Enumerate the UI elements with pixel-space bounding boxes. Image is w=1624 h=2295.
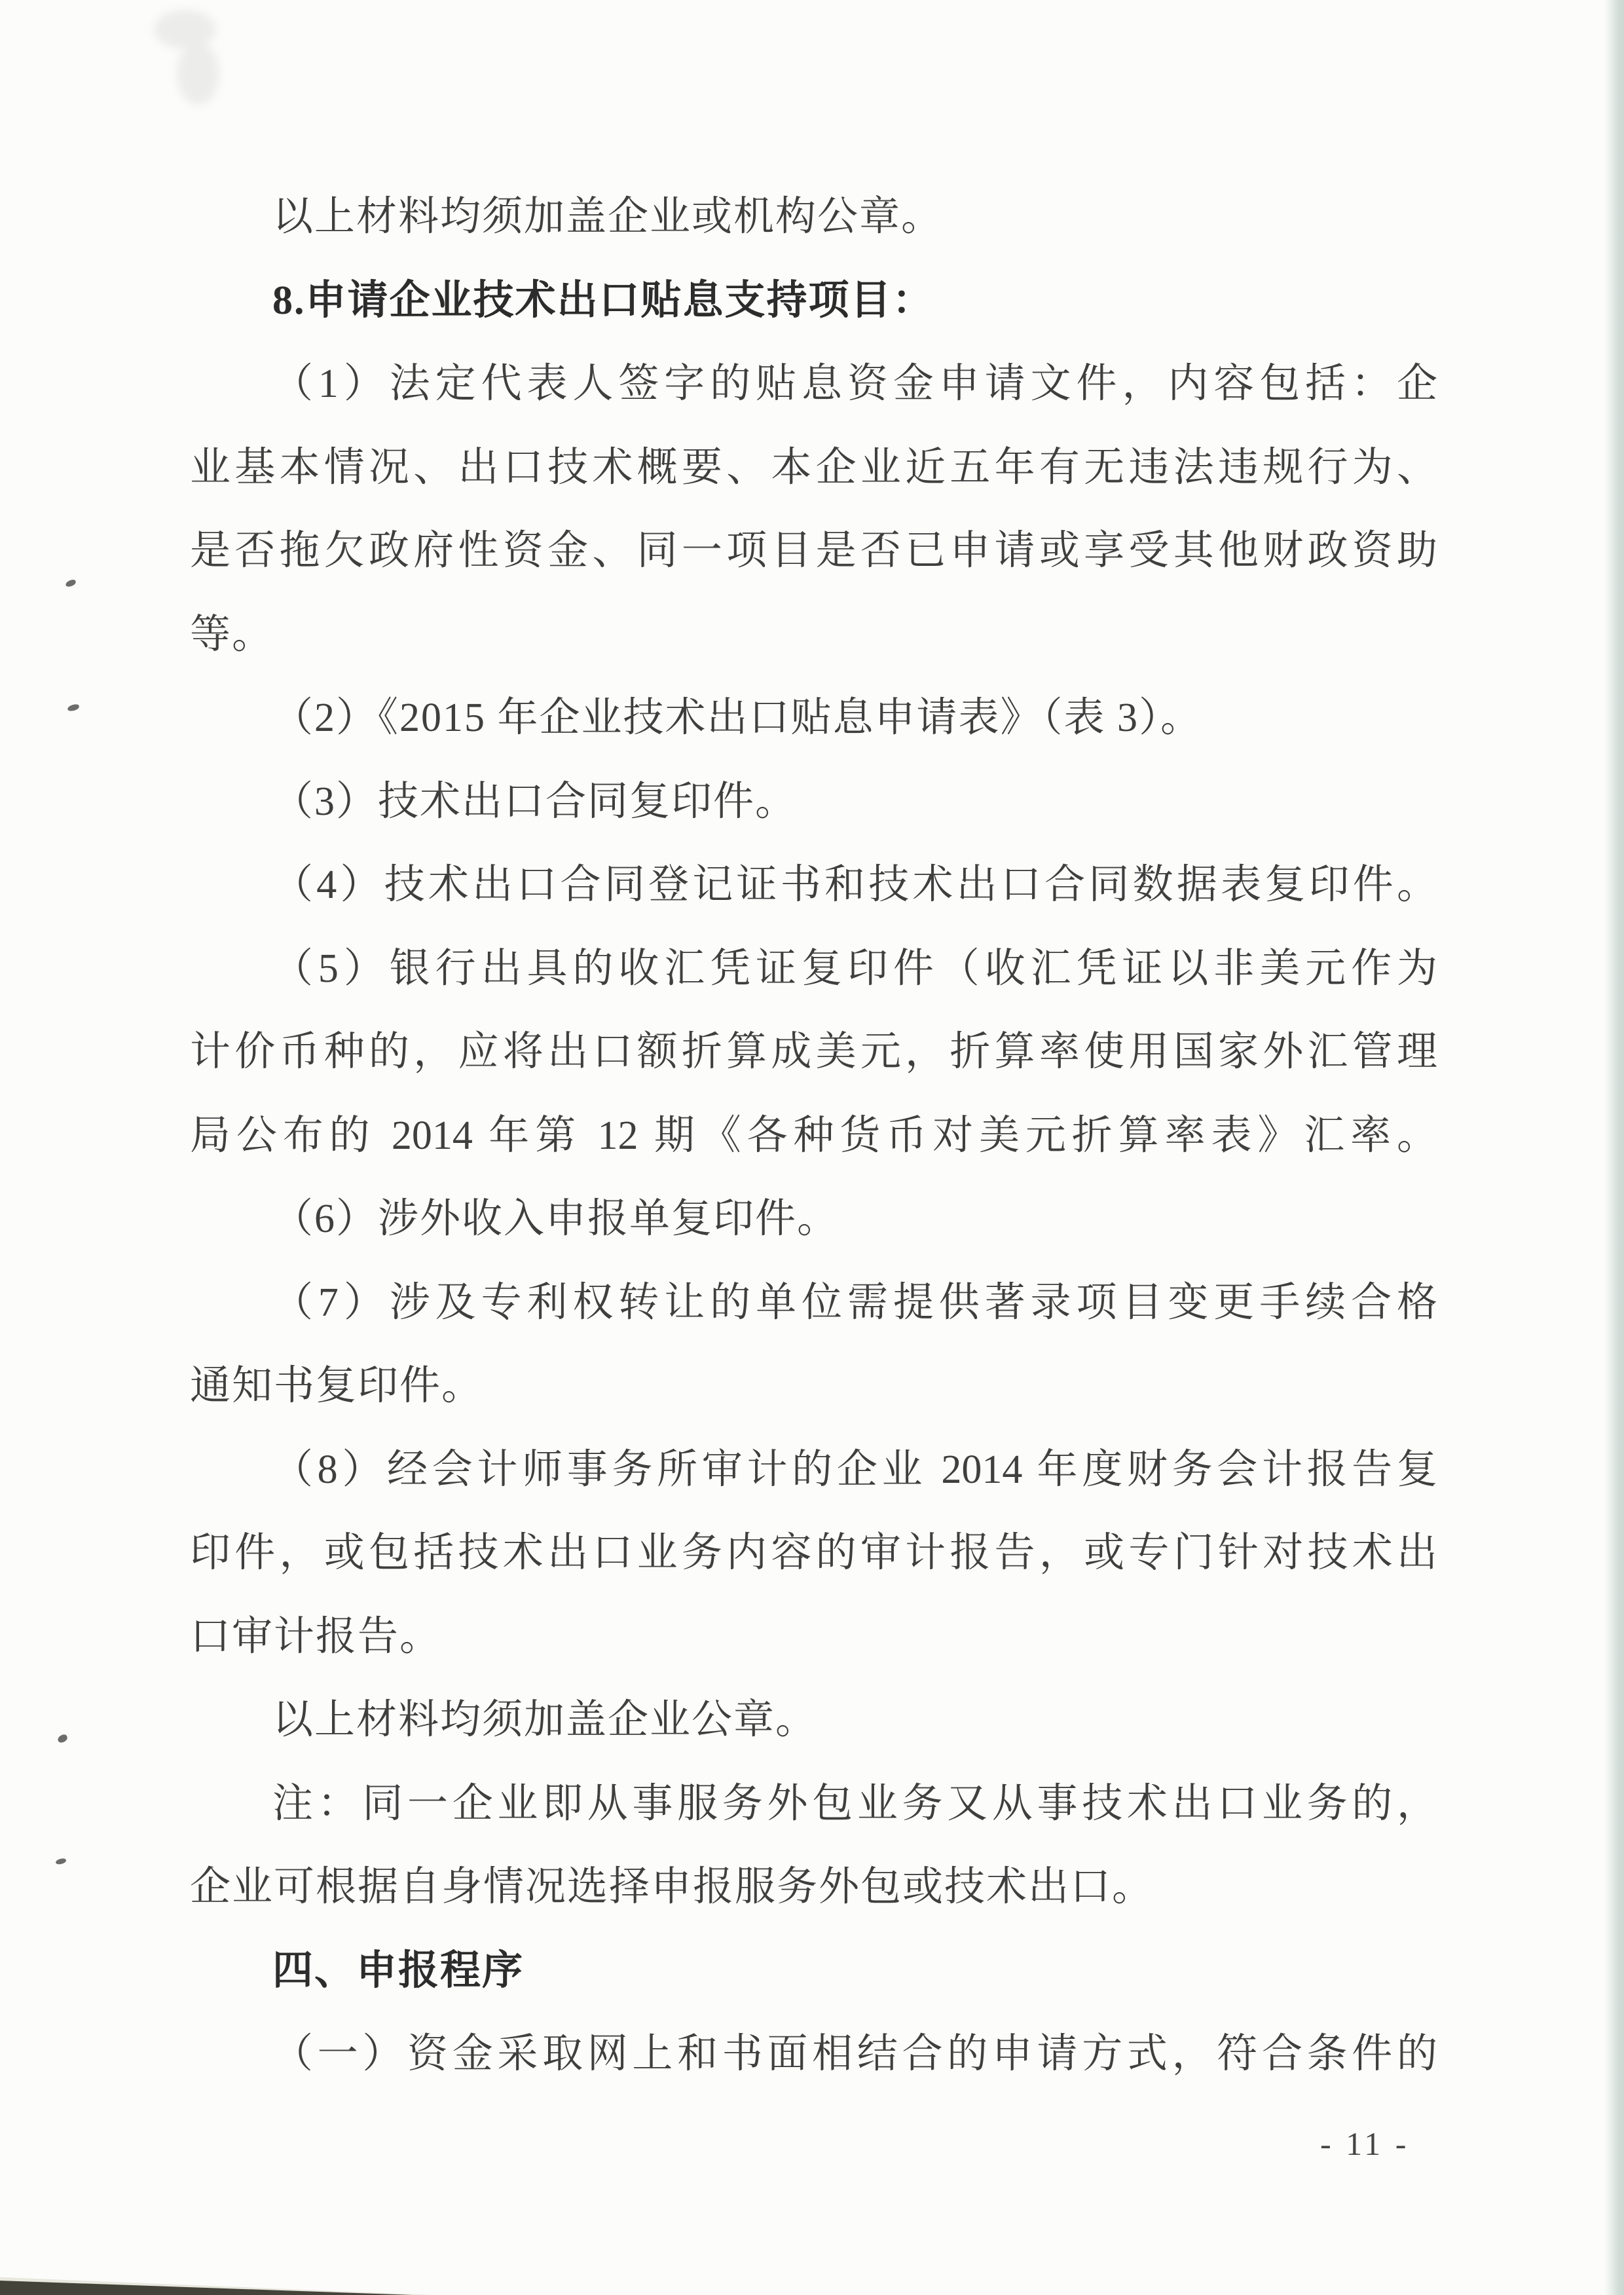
text-line: 注：同一企业即从事服务外包业务又从事技术出口业务的， bbox=[272, 1781, 1437, 1826]
text-line: 以上材料均须加盖企业或机构公章。 bbox=[272, 195, 944, 239]
scan-speck bbox=[67, 703, 79, 712]
text-line: （2）《2015 年企业技术出口贴息申请表》（表 3）。 bbox=[272, 696, 1203, 740]
text-line: （一）资金采取网上和书面相结合的申请方式，符合条件的 bbox=[272, 2032, 1437, 2076]
text-line: （5）银行出具的收汇凭证复印件（收汇凭证以非美元作为 bbox=[272, 946, 1437, 991]
text-line: 计价币种的，应将出口额折算成美元，折算率使用国家外汇管理 bbox=[190, 1030, 1437, 1074]
scan-edge-strip bbox=[1604, 0, 1624, 2295]
scan-speck bbox=[55, 1858, 66, 1865]
section-heading: 四、申报程序 bbox=[272, 1948, 525, 1993]
scan-smudge bbox=[177, 43, 219, 105]
section-heading: 8.申请企业技术出口贴息支持项目： bbox=[272, 278, 934, 323]
scan-speck bbox=[65, 579, 77, 588]
document-body bbox=[190, 176, 1437, 2097]
text-line: （3）技术出口合同复印件。 bbox=[272, 779, 798, 824]
text-line: 通知书复印件。 bbox=[190, 1364, 484, 1408]
scan-smudge bbox=[154, 10, 216, 49]
text-line: 业基本情况、出口技术概要、本企业近五年有无违法违规行为、 bbox=[190, 445, 1437, 490]
text-line: 企业可根据自身情况选择申报服务外包或技术出口。 bbox=[190, 1865, 1154, 1909]
text-line: 口审计报告。 bbox=[190, 1614, 442, 1659]
scan-speck bbox=[57, 1734, 69, 1744]
page-number: - 11 - bbox=[1320, 2125, 1410, 2162]
text-line: （1）法定代表人签字的贴息资金申请文件，内容包括：企 bbox=[272, 362, 1437, 406]
text-line: （6）涉外收入申报单复印件。 bbox=[272, 1197, 840, 1241]
text-line: 局公布的 2014 年第 12 期《各种货币对美元折算率表》汇率。 bbox=[190, 1113, 1437, 1158]
text-line: （8）经会计师事务所审计的企业 2014 年度财务会计报告复 bbox=[272, 1447, 1437, 1492]
text-line: 印件，或包括技术出口业务内容的审计报告，或专门针对技术出 bbox=[190, 1531, 1437, 1575]
text-line: 等。 bbox=[190, 612, 274, 657]
text-line: 是否拖欠政府性资金、同一项目是否已申请或享受其他财政资助 bbox=[190, 529, 1437, 573]
text-line: （4）技术出口合同登记证书和技术出口合同数据表复印件。 bbox=[272, 863, 1437, 907]
text-line: 以上材料均须加盖企业公章。 bbox=[272, 1698, 818, 1742]
text-line: （7）涉及专利权转让的单位需提供著录项目变更手续合格 bbox=[272, 1280, 1437, 1325]
